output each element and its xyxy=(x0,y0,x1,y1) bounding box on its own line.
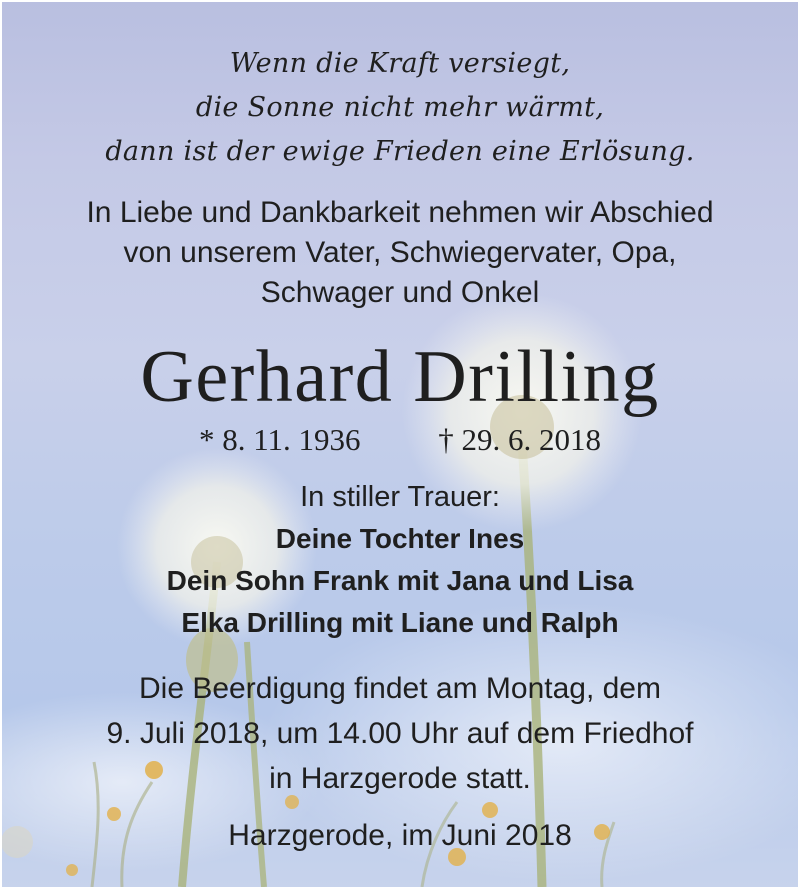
death-date: † 29. 6. 2018 xyxy=(438,422,602,457)
intro-line: In Liebe und Dankbarkeit nehmen wir Abschied xyxy=(86,196,714,229)
mourning-label: In stiller Trauer: xyxy=(300,481,500,513)
funeral-line: Die Beerdigung findet am Montag, dem xyxy=(139,672,661,705)
obituary-notice xyxy=(2,2,798,887)
farewell-intro xyxy=(2,193,798,313)
funeral-line: 9. Juli 2018, um 14.00 Uhr auf dem Friedhof xyxy=(106,717,694,750)
life-dates xyxy=(2,420,798,460)
mourner-entry: Dein Sohn Frank mit Jana und Lisa xyxy=(166,565,634,596)
birth-date: * 8. 11. 1936 xyxy=(198,422,361,457)
funeral-line: in Harzgerode statt. xyxy=(269,762,531,795)
intro-line: Schwager und Onkel xyxy=(260,276,540,309)
funeral-notice xyxy=(2,666,798,801)
mourner-entry: Elka Drilling mit Liane und Ralph xyxy=(181,607,619,638)
intro-line: von unserem Vater, Schwiegervater, Opa, xyxy=(123,236,677,269)
place-and-date: Harzgerode, im Juni 2018 xyxy=(228,819,572,852)
quote-line: dann ist der ewige Frieden eine Erlösung. xyxy=(105,136,695,167)
deceased-name: Gerhard Drilling xyxy=(140,336,660,418)
memorial-quote xyxy=(2,42,798,174)
mourners-list xyxy=(2,518,798,644)
quote-line: Wenn die Kraft versiegt, xyxy=(229,48,571,79)
quote-line: die Sonne nicht mehr wärmt, xyxy=(195,92,605,123)
mourner-entry: Deine Tochter Ines xyxy=(275,523,525,554)
